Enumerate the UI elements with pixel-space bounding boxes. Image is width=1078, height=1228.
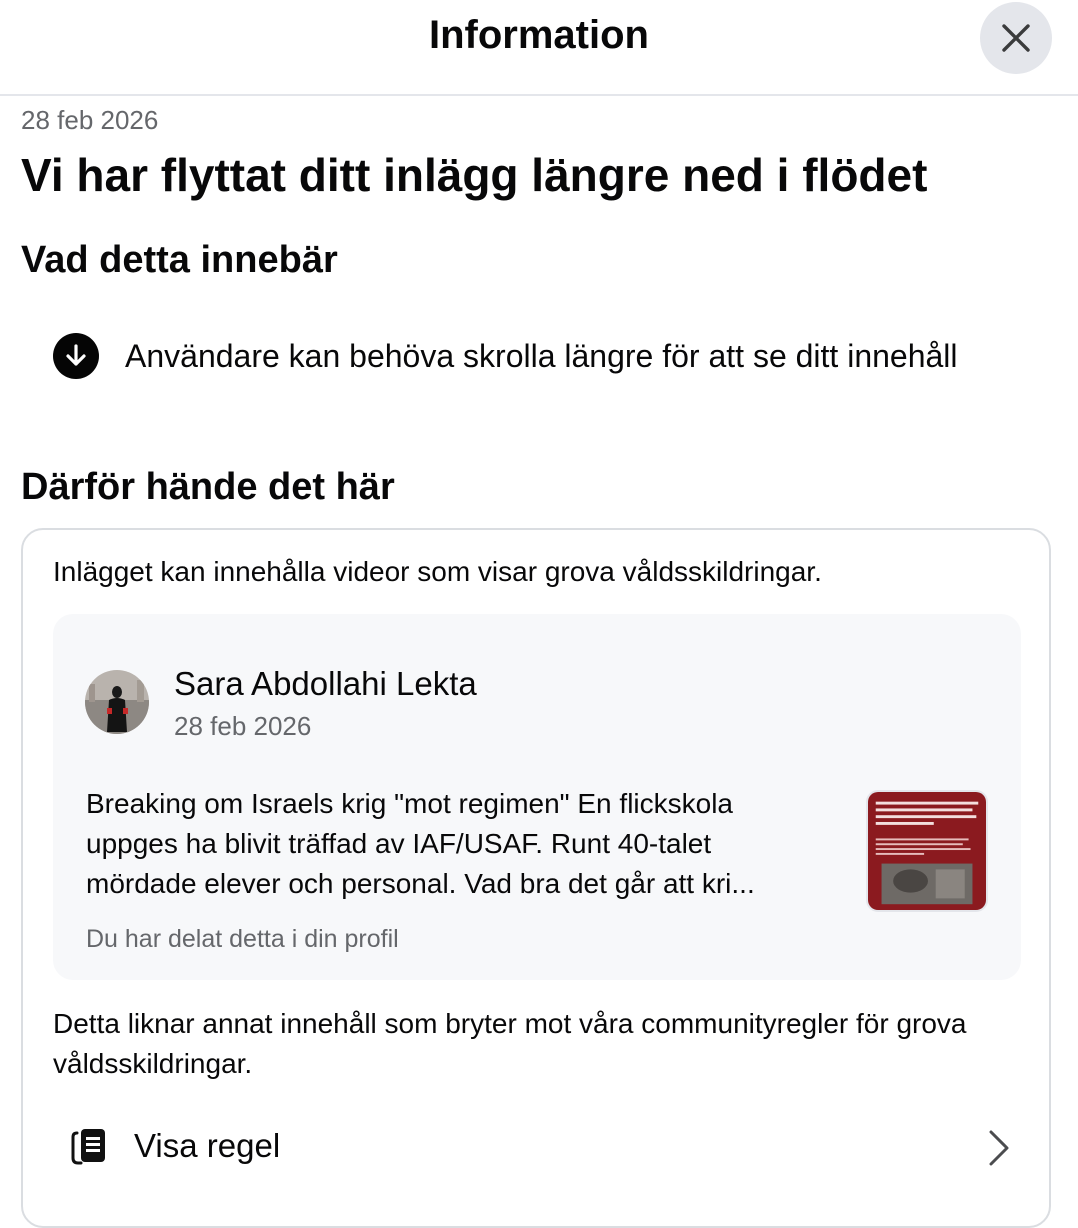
dialog-header <box>0 0 1078 96</box>
post-text-line: Breaking om Israels krig "mot regimen" En flickskola <box>86 788 733 819</box>
chevron-right-icon <box>983 1128 1013 1168</box>
post-preview[interactable] <box>53 614 1021 980</box>
similarity-explanation: Detta liknar annat innehåll som bryter mot våra communityregler för grova våldsskildringar. <box>53 1008 967 1079</box>
reason-intro: Inlägget kan innehålla videor som visar grova våldsskildringar. <box>53 556 822 587</box>
view-rule-label: Visa regel <box>134 1127 281 1164</box>
dialog-title: Information <box>429 13 649 57</box>
arrow-down-circle-icon <box>53 333 99 379</box>
post-date: 28 feb 2026 <box>174 711 312 741</box>
post-thumbnail <box>866 790 988 912</box>
post-author: Sara Abdollahi Lekta <box>174 665 477 702</box>
rulebook-icon <box>69 1126 109 1166</box>
reason-card <box>21 528 1051 1228</box>
post-text <box>86 784 831 904</box>
impact-heading: Vad detta innebär <box>21 239 338 281</box>
close-icon <box>998 20 1034 56</box>
post-text-line: uppges ha blivit träffad av IAF/USAF. Runt 40-talet <box>86 828 712 859</box>
notice-date: 28 feb 2026 <box>21 105 159 135</box>
view-rule-link[interactable] <box>53 1122 1003 1178</box>
avatar <box>85 670 149 734</box>
shared-note: Du har delat detta i din profil <box>86 925 399 953</box>
close-button[interactable] <box>980 2 1052 74</box>
reason-heading: Därför hände det här <box>21 466 395 508</box>
post-text-line: mördade elever och personal. Vad bra det går att kri... <box>86 868 755 899</box>
notice-headline: Vi har flyttat ditt inlägg längre ned i flödet <box>21 149 928 201</box>
impact-description: Användare kan behöva skrolla längre för att se ditt innehåll <box>125 338 958 374</box>
